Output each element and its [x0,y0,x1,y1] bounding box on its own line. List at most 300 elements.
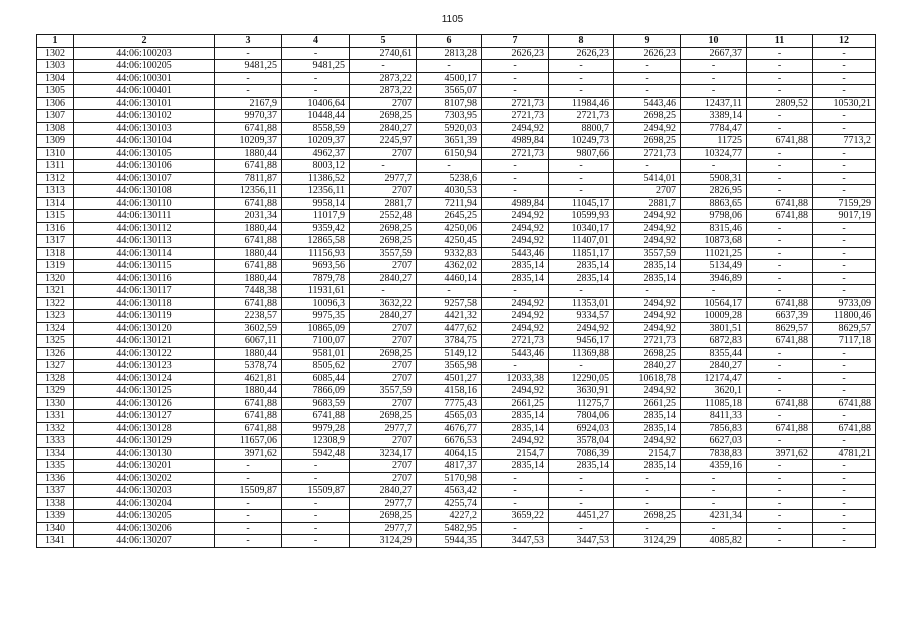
table-row [37,185,876,198]
table-cell: 2698,25 [350,410,417,423]
table-cell: 44:06:130201 [74,460,215,473]
table-cell: 2494,92 [549,322,614,335]
table-cell: 7775,43 [417,397,482,410]
table-cell: 2813,28 [417,47,482,60]
table-cell: 6150,94 [417,147,482,160]
table-cell: 6872,83 [681,335,747,348]
table-cell: 9693,56 [282,260,350,273]
table-cell: - [813,522,876,535]
table-cell: - [482,60,549,73]
table-cell: - [813,285,876,298]
table-cell: 44:06:130120 [74,322,215,335]
table-cell: - [747,72,813,85]
table-cell: 7159,29 [813,197,876,210]
table-cell: 6741,88 [215,197,282,210]
table-cell: - [350,285,417,298]
table-cell: - [747,122,813,135]
table-cell: 10340,17 [549,222,614,235]
table-cell: 7784,47 [681,122,747,135]
table-cell: 2835,14 [614,422,681,435]
table-cell: 2245,97 [350,135,417,148]
table-cell: - [482,472,549,485]
table-cell: - [614,522,681,535]
table-cell: 10209,37 [215,135,282,148]
table-cell: 2707 [350,472,417,485]
table-cell: - [747,235,813,248]
table-cell: 12356,11 [282,185,350,198]
table-cell: - [813,510,876,523]
table-cell: - [813,172,876,185]
table-cell: 44:06:130124 [74,372,215,385]
table-cell: 2707 [350,147,417,160]
table-cell: 2721,73 [614,147,681,160]
table-cell: 6741,88 [215,122,282,135]
table-cell: 2494,92 [614,222,681,235]
table-cell: - [282,535,350,548]
table-cell: 2835,14 [482,272,549,285]
table-cell: 2707 [350,360,417,373]
table-cell: 1309 [37,135,74,148]
table-cell: - [282,510,350,523]
table-cell: 1302 [37,47,74,60]
table-cell: 9979,28 [282,422,350,435]
table-cell: - [747,185,813,198]
table-cell: 4781,21 [813,447,876,460]
table-cell: 44:06:130115 [74,260,215,273]
table-cell: 8003,12 [282,160,350,173]
table-cell: 7856,83 [681,422,747,435]
table-cell: - [549,472,614,485]
table-cell: 5443,46 [482,347,549,360]
table-cell: 6085,44 [282,372,350,385]
table-cell: 1319 [37,260,74,273]
table-cell: - [747,535,813,548]
page-number: 1105 [441,14,464,25]
table-cell: 2707 [350,322,417,335]
table-cell: 6741,88 [215,160,282,173]
table-cell: 44:06:130127 [74,410,215,423]
table-cell: 2977,7 [350,422,417,435]
table-cell: 2698,25 [614,135,681,148]
column-header-2: 2 [74,35,215,48]
table-cell: 7117,18 [813,335,876,348]
table-cell: 8355,44 [681,347,747,360]
table-cell: 1880,44 [215,347,282,360]
table-cell: 1313 [37,185,74,198]
table-cell: - [747,260,813,273]
table-cell: 2494,92 [482,310,549,323]
table-row [37,397,876,410]
table-cell: 10865,09 [282,322,350,335]
table-row [37,72,876,85]
table-cell: 9798,06 [681,210,747,223]
table-cell: - [747,172,813,185]
table-cell: 4962,37 [282,147,350,160]
table-cell: 4362,02 [417,260,482,273]
table-cell: 2707 [350,185,417,198]
table-cell: - [549,185,614,198]
table-row [37,272,876,285]
table-cell: - [215,460,282,473]
table-cell: 2840,27 [614,360,681,373]
table-cell: - [747,247,813,260]
table-cell: 5170,98 [417,472,482,485]
table-cell: - [614,72,681,85]
table-cell: 2707 [350,397,417,410]
table-cell: 1312 [37,172,74,185]
table-cell: 1327 [37,360,74,373]
table-cell: 11017,9 [282,210,350,223]
table-cell: 2494,92 [482,122,549,135]
table-row [37,247,876,260]
table-cell: 2494,92 [482,235,549,248]
table-cell: 1303 [37,60,74,73]
table-cell: - [813,247,876,260]
table-cell: - [681,472,747,485]
table-cell: 44:06:100401 [74,85,215,98]
table-cell: 44:06:130118 [74,297,215,310]
table-cell: 6924,03 [549,422,614,435]
table-row [37,285,876,298]
table-cell: 2977,7 [350,522,417,535]
table-row [37,460,876,473]
table-cell: 44:06:130116 [74,272,215,285]
table-cell: 2626,23 [482,47,549,60]
table-cell: - [813,235,876,248]
table-cell: - [681,60,747,73]
table-cell: - [282,47,350,60]
table-cell: 2154,7 [482,447,549,460]
table-cell: 7100,07 [282,335,350,348]
table-cell: 7804,06 [549,410,614,423]
table-cell: 2494,92 [482,322,549,335]
table-cell: - [614,472,681,485]
table-cell: 7811,87 [215,172,282,185]
table-row [37,110,876,123]
table-cell: 44:06:130121 [74,335,215,348]
table-cell: - [549,172,614,185]
table-cell: 2494,92 [614,385,681,398]
table-cell: - [350,60,417,73]
table-cell: - [813,222,876,235]
table-cell: 7838,83 [681,447,747,460]
table-cell: - [747,110,813,123]
table-cell: 2707 [350,335,417,348]
table-cell: 10448,44 [282,110,350,123]
table-row [37,210,876,223]
table-cell: 2809,52 [747,97,813,110]
table-cell: 3620,1 [681,385,747,398]
table-cell: 9481,25 [282,60,350,73]
table-cell: 2238,57 [215,310,282,323]
table-cell: 2840,27 [350,272,417,285]
table-cell: 44:06:130104 [74,135,215,148]
table-cell: - [282,522,350,535]
table-cell: 2698,25 [614,510,681,523]
table-cell: 2667,37 [681,47,747,60]
table-cell: 3557,59 [614,247,681,260]
table-cell: 1314 [37,197,74,210]
table-cell: 9257,58 [417,297,482,310]
table-cell: - [747,385,813,398]
table-cell: - [549,85,614,98]
table-cell: - [813,360,876,373]
table-cell: 1326 [37,347,74,360]
table-cell: 6741,88 [215,260,282,273]
table-cell: - [747,472,813,485]
table-cell: - [813,260,876,273]
table-cell: 44:06:130102 [74,110,215,123]
table-row [37,347,876,360]
table-row [37,485,876,498]
table-cell: 10209,37 [282,135,350,148]
table-cell: 9334,57 [549,310,614,323]
table-cell: 11021,25 [681,247,747,260]
table-cell: 5414,01 [614,172,681,185]
table-cell: 4565,03 [417,410,482,423]
table-cell: - [747,347,813,360]
table-cell: 44:06:130204 [74,497,215,510]
table-cell: 3578,04 [549,435,614,448]
table-cell: - [813,410,876,423]
table-cell: 2835,14 [482,460,549,473]
table-cell: - [747,272,813,285]
table-cell: 15509,87 [215,485,282,498]
table-cell: 6676,53 [417,435,482,448]
table-cell: 6741,88 [215,235,282,248]
table-cell: - [482,160,549,173]
table-cell: 10406,64 [282,97,350,110]
table-row [37,172,876,185]
table-cell: - [549,360,614,373]
table-cell: 3971,62 [215,447,282,460]
table-cell: 44:06:130129 [74,435,215,448]
table-cell: 2835,14 [482,410,549,423]
table-cell: - [747,47,813,60]
table-cell: 44:06:130114 [74,247,215,260]
table-cell: 4250,45 [417,235,482,248]
table-cell: 2881,7 [350,197,417,210]
table-cell: 4064,15 [417,447,482,460]
table-cell: - [482,522,549,535]
table-cell: 1325 [37,335,74,348]
table-cell: 8800,7 [549,122,614,135]
table-cell: 4158,16 [417,385,482,398]
table-cell: 2494,92 [482,385,549,398]
table-cell: - [747,460,813,473]
table-cell: - [813,485,876,498]
table-cell: 12308,9 [282,435,350,448]
table-row [37,335,876,348]
table-cell: 4563,42 [417,485,482,498]
table-cell: 44:06:130106 [74,160,215,173]
table-cell: 3234,17 [350,447,417,460]
table-cell: 44:06:130108 [74,185,215,198]
table-cell: 2494,92 [614,310,681,323]
table-cell: 44:06:130103 [74,122,215,135]
table-cell: - [747,160,813,173]
table-cell: 7866,09 [282,385,350,398]
table-cell: 2840,27 [350,310,417,323]
table-cell: - [747,285,813,298]
table-cell: 10599,93 [549,210,614,223]
table-cell: 7303,95 [417,110,482,123]
table-cell: 9456,17 [549,335,614,348]
table-cell: 11386,52 [282,172,350,185]
table-cell: 1308 [37,122,74,135]
table-cell: - [614,485,681,498]
table-cell: 2494,92 [482,297,549,310]
table-cell: - [813,85,876,98]
table-cell: 4359,16 [681,460,747,473]
table-cell: 1323 [37,310,74,323]
table-cell: 12290,05 [549,372,614,385]
table-cell: 1339 [37,510,74,523]
table-cell: 1335 [37,460,74,473]
table-cell: 2835,14 [614,260,681,273]
column-header-12: 12 [813,35,876,48]
table-cell: 2698,25 [350,347,417,360]
table-row [37,410,876,423]
column-header-5: 5 [350,35,417,48]
table-cell: 2154,7 [614,447,681,460]
table-cell: 7879,78 [282,272,350,285]
table-cell: 1317 [37,235,74,248]
column-header-8: 8 [549,35,614,48]
table-cell: 3946,89 [681,272,747,285]
table-cell: 2721,73 [482,110,549,123]
table-cell: 3447,53 [549,535,614,548]
table-cell: - [549,497,614,510]
table-cell: 2835,14 [482,260,549,273]
table-cell: 5482,95 [417,522,482,535]
table-cell: - [747,510,813,523]
table-cell: 4989,84 [482,197,549,210]
table-cell: 6741,88 [813,422,876,435]
table-cell: 10618,78 [614,372,681,385]
table-cell: 2740,61 [350,47,417,60]
table-cell: - [482,360,549,373]
table-cell: - [813,122,876,135]
table-cell: 12033,38 [482,372,549,385]
table-cell: 3971,62 [747,447,813,460]
table-cell: 6741,88 [215,297,282,310]
table-cell: 2835,14 [614,410,681,423]
table-cell: 8558,59 [282,122,350,135]
table-cell: 2835,14 [549,272,614,285]
table-header [37,35,876,48]
table-cell: - [813,385,876,398]
table-cell: 11085,18 [681,397,747,410]
table-cell: 11407,01 [549,235,614,248]
table-cell: - [482,72,549,85]
table-cell: - [813,160,876,173]
table-cell: 2707 [350,435,417,448]
table-cell: 2977,7 [350,172,417,185]
table-cell: - [482,185,549,198]
table-cell: 12865,58 [282,235,350,248]
table-cell: 2494,92 [614,322,681,335]
table-cell: - [813,460,876,473]
table-cell: - [215,535,282,548]
table-cell: - [747,360,813,373]
table-cell: - [813,535,876,548]
table-cell: 1340 [37,522,74,535]
table-cell: 4085,82 [681,535,747,548]
table-cell: 6741,88 [215,422,282,435]
table-cell: 6067,11 [215,335,282,348]
table-cell: 44:06:130122 [74,347,215,360]
table-cell: 4227,2 [417,510,482,523]
table-cell: - [549,60,614,73]
table-cell: 3447,53 [482,535,549,548]
table-cell: 2835,14 [549,260,614,273]
table-cell: 1329 [37,385,74,398]
table-cell: 2494,92 [614,435,681,448]
table-cell: 3124,29 [350,535,417,548]
table-cell: 5908,31 [681,172,747,185]
table-cell: 1338 [37,497,74,510]
table-cell: - [482,497,549,510]
table-cell: 10873,68 [681,235,747,248]
table-cell: 1316 [37,222,74,235]
table-cell: 2494,92 [482,210,549,223]
table-cell: - [747,147,813,160]
table-cell: 1322 [37,297,74,310]
table-cell: 44:06:130107 [74,172,215,185]
table-cell: 6741,88 [215,397,282,410]
table-cell: - [681,485,747,498]
table-cell: 7211,94 [417,197,482,210]
table-cell: 1307 [37,110,74,123]
table-cell: - [681,160,747,173]
table-cell: 9807,66 [549,147,614,160]
table-cell: - [614,160,681,173]
table-cell: 2707 [350,260,417,273]
table-cell: 3124,29 [614,535,681,548]
table-cell: 1341 [37,535,74,548]
table-cell: 1336 [37,472,74,485]
table-cell: 11353,01 [549,297,614,310]
table-cell: 6741,88 [282,410,350,423]
table-cell: - [747,372,813,385]
table-cell: 8629,57 [813,322,876,335]
table-cell: 44:06:130203 [74,485,215,498]
table-cell: 2707 [350,372,417,385]
table-cell: 2840,27 [350,485,417,498]
table-cell: 44:06:130123 [74,360,215,373]
table-cell: - [813,110,876,123]
table-cell: - [482,285,549,298]
table-cell: - [747,522,813,535]
table-cell: 2494,92 [614,235,681,248]
table-cell: 44:06:100203 [74,47,215,60]
table-cell: - [282,472,350,485]
table-cell: - [417,60,482,73]
table-cell: 1880,44 [215,272,282,285]
table-cell: 44:06:100301 [74,72,215,85]
column-header-7: 7 [482,35,549,48]
table-cell: 2721,73 [482,335,549,348]
table-cell: 2707 [350,97,417,110]
table-row [37,522,876,535]
table-cell: - [614,85,681,98]
table-cell: 9683,59 [282,397,350,410]
table-cell: 11275,7 [549,397,614,410]
table-cell: 44:06:130205 [74,510,215,523]
table-cell: 2826,95 [681,185,747,198]
table-cell: 5149,12 [417,347,482,360]
